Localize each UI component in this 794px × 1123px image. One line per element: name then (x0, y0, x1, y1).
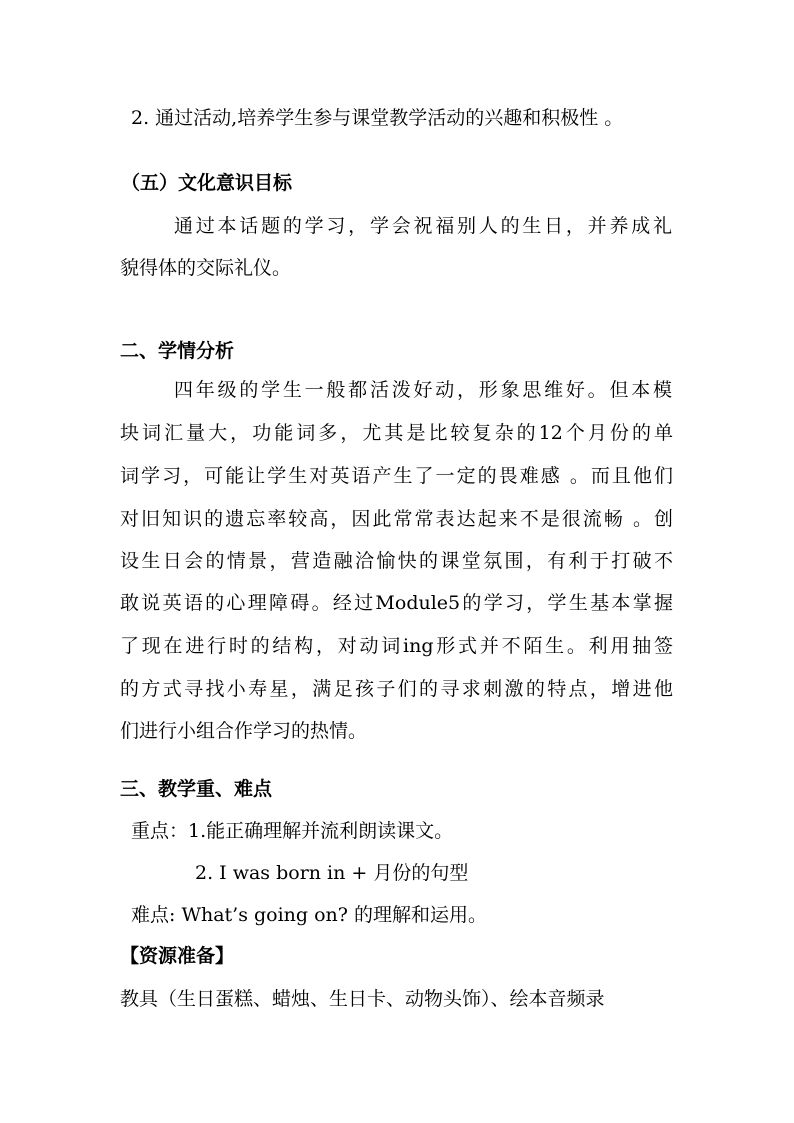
culture-goal-line-2: 貌得体的交际礼仪。 (120, 257, 292, 279)
analysis-line-3: 词学习，可能让学生对英语产生了一定的畏难感 。而且他们 (120, 465, 673, 487)
culture-goal-heading: （五）文化意识目标 (121, 172, 293, 194)
analysis-line-4: 对旧知识的遗忘率较高，因此常常表达起来不是很流畅 。创 (120, 508, 673, 530)
resources-line: 教具（生日蛋糕、蜡烛、生日卡、动物头饰）、绘本音频录 (120, 988, 605, 1010)
goal-item-2: 2. 通过活动,培养学生参与课堂教学活动的兴趣和积极性 。 (131, 107, 624, 129)
analysis-heading: 二、学情分析 (120, 340, 235, 362)
key-point-2: 2. I was born in + 月份的句型 (195, 862, 469, 884)
analysis-line-2: 块词汇量大，功能词多，尤其是比较复杂的12个月份的单 (120, 422, 673, 444)
key-point-1: 重点：1.能正确理解并流利朗读课文。 (131, 820, 454, 842)
analysis-line-7: 了现在进行时的结构，对动词ing形式并不陌生。利用抽签 (120, 635, 673, 657)
analysis-line-1: 四年级的学生一般都活泼好动，形象思维好。但本模 (174, 379, 672, 401)
analysis-line-9: 们进行小组合作学习的热情。 (120, 720, 368, 742)
culture-goal-line-1: 通过本话题的学习，学会祝福别人的生日，并养成礼 (174, 215, 672, 237)
analysis-line-6: 敢说英语的心理障碍。经过Module5的学习，学生基本掌握 (120, 592, 673, 614)
resources-heading: 【资源准备】 (120, 945, 235, 967)
key-points-heading: 三、教学重、难点 (120, 778, 273, 800)
analysis-line-8: 的方式寻找小寿星，满足孩子们的寻求刺激的特点，增进他 (120, 678, 673, 700)
difficult-point: 难点: What’s going on? 的理解和运用。 (131, 904, 488, 926)
analysis-line-5: 设生日会的情景，营造融洽愉快的课堂氛围，有利于打破不 (120, 550, 673, 572)
